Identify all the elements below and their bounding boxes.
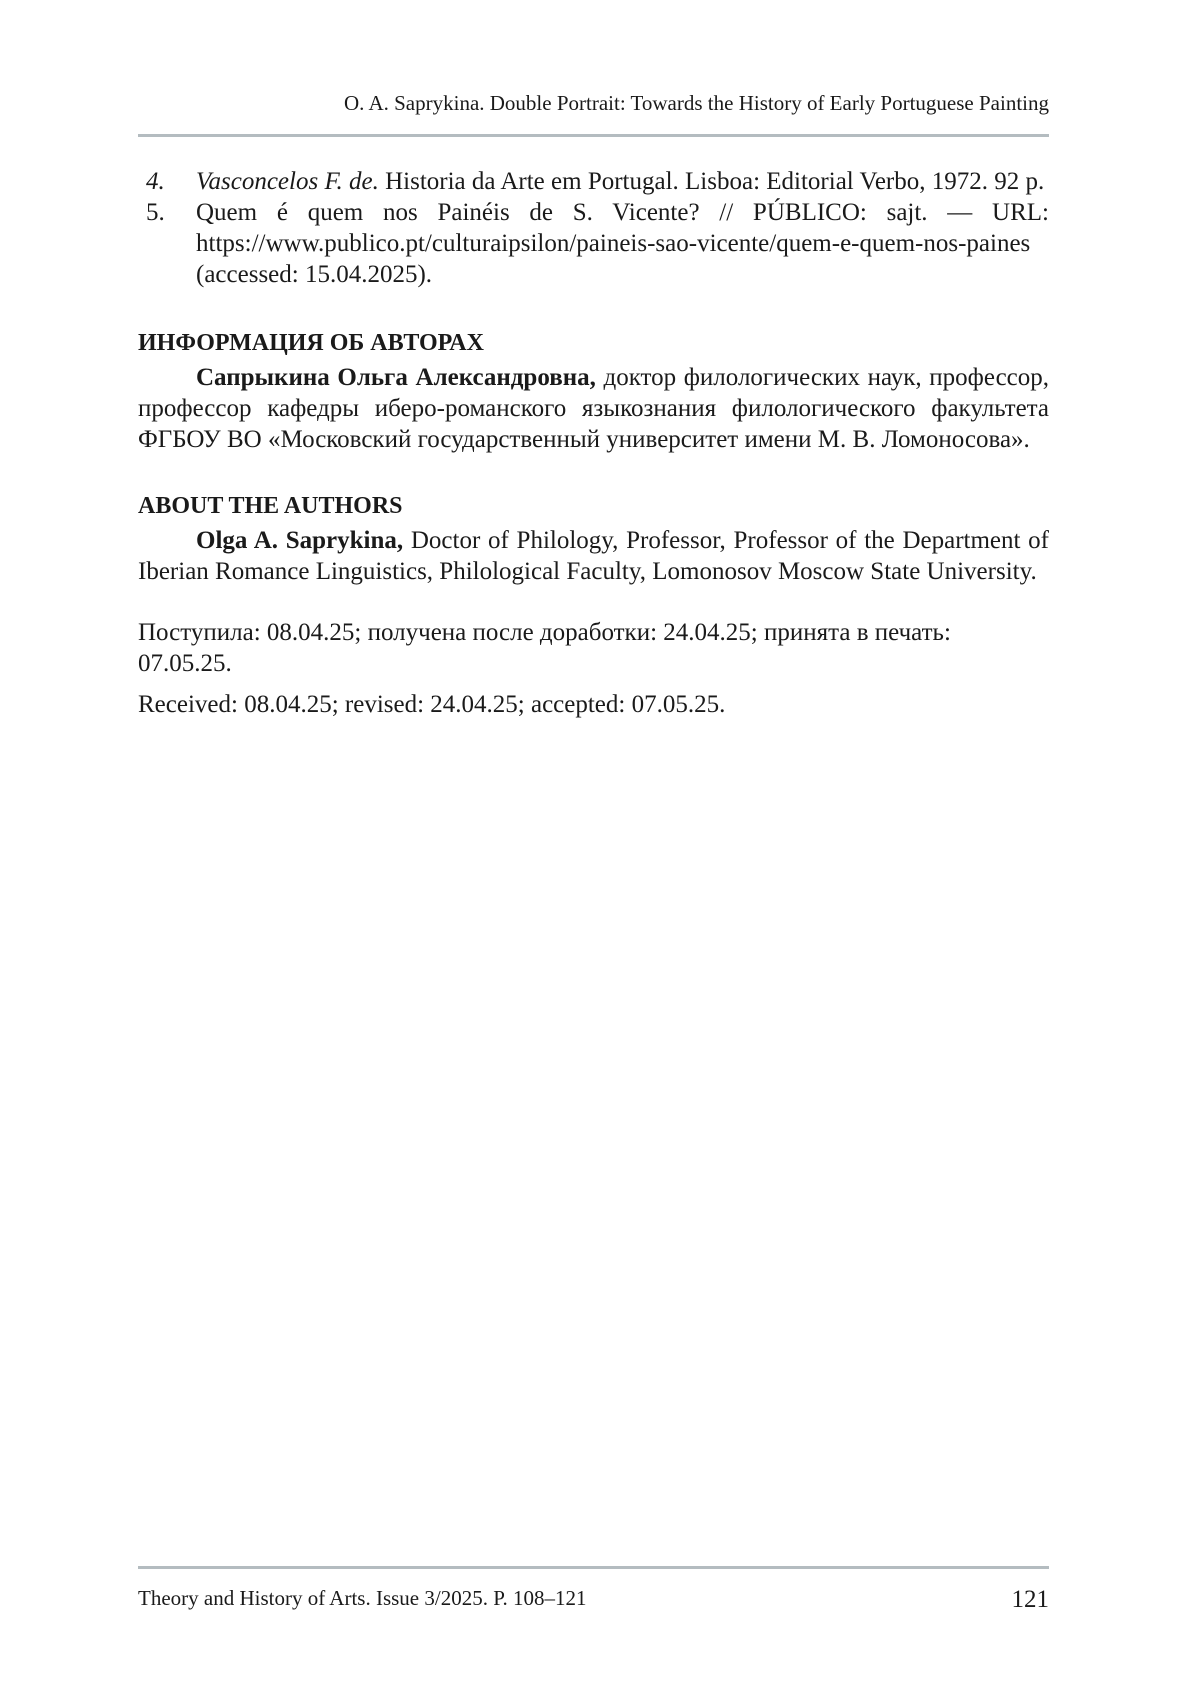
author-description-en: Doctor of Philology, Professor, Professor of the Department of Iberian Romance Linguistics, Philological Faculty, Lomonosov Moscow State University. [138, 527, 1049, 585]
footer-rule [138, 1566, 1049, 1569]
running-header: O. A. Saprykina. Double Portrait: Towards the History of Early Portuguese Painting [343, 91, 1049, 115]
reference-item-4 [138, 166, 1049, 197]
author-description-ru: доктор филологических наук, профессор, профессор кафедры иберо-романского языкознания филологического факультета ФГБОУ ВО «Московский государственный университет имени М. В. Ломоносова». [138, 364, 1050, 453]
reference-number: 4. [146, 168, 165, 195]
header-rule [138, 134, 1049, 137]
author-name-ru: Сапрыкина Ольга Александровна, [196, 364, 596, 391]
authors-info-heading-en: ABOUT THE AUTHORS [138, 493, 403, 519]
submission-dates-ru: Поступила: 08.04.25; получена после доработки: 24.04.25; принята в печать: 07.05.25. [138, 619, 951, 677]
page-number: 121 [1011, 1586, 1049, 1613]
submission-dates-en: Received: 08.04.25; revised: 24.04.25; accepted: 07.05.25. [138, 691, 726, 718]
authors-info-heading-ru: ИНФОРМАЦИЯ ОБ АВТОРАХ [138, 330, 484, 356]
author-info-ru [138, 362, 1049, 455]
reference-list [138, 166, 1049, 290]
page-content [138, 166, 1049, 720]
reference-text: Quem é quem nos Painéis de S. Vicente? // PÚBLICO: sajt. — URL: https://www.publico.pt/culturaipsilon/paineis-sao-vicente/quem-e-quem-nos-paines (accessed: 15.04.2025). [196, 199, 1049, 288]
reference-item-5 [138, 197, 1049, 290]
reference-author: Vasconcelos F. de. [196, 168, 379, 195]
reference-number: 5. [146, 199, 165, 226]
reference-text: Historia da Arte em Portugal. Lisboa: Editorial Verbo, 1972. 92 p. [378, 168, 1045, 195]
author-name-en: Olga A. Saprykina, [196, 527, 404, 554]
journal-citation: Theory and History of Arts. Issue 3/2025. P. 108–121 [138, 1586, 587, 1610]
author-info-en [138, 525, 1049, 587]
